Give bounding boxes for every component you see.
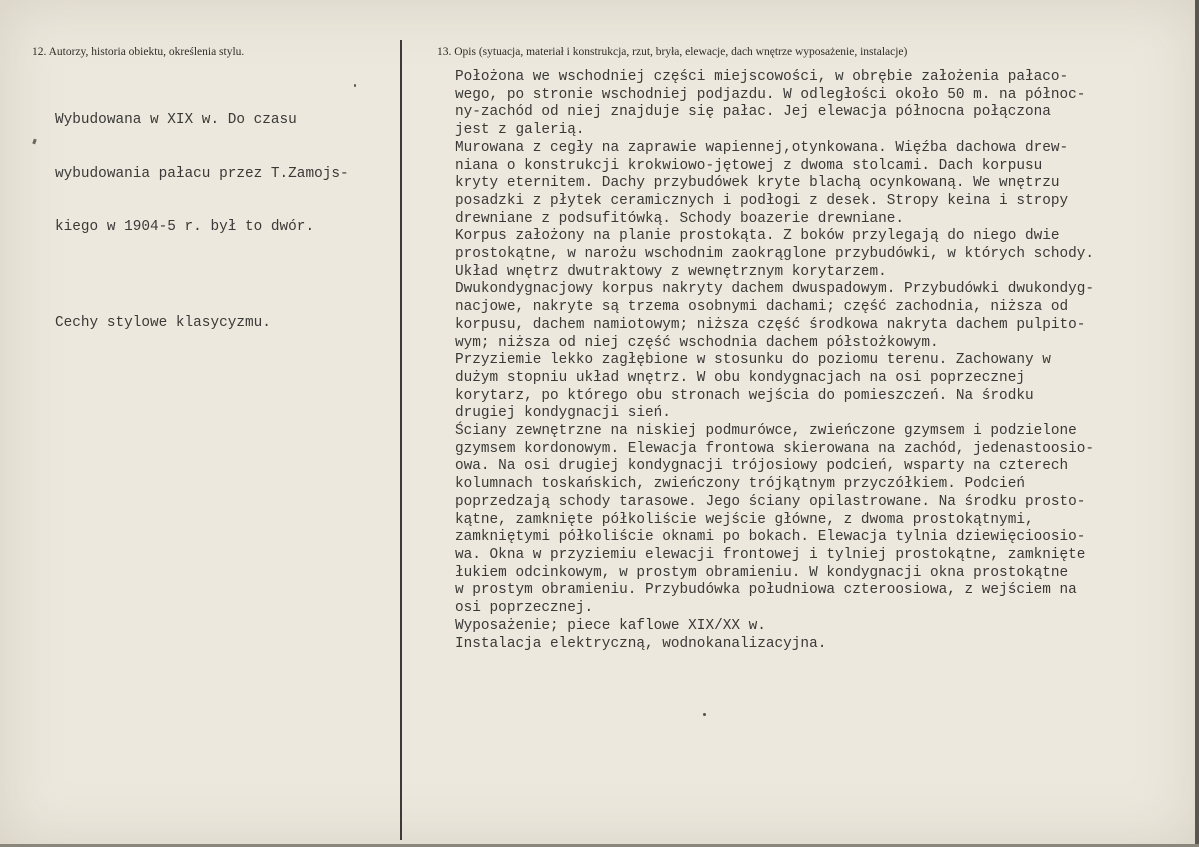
text-line: kolumnach toskańskich, zwieńczony trójkątnym przyczółkiem. Podcień — [455, 476, 1025, 493]
section-13-body — [455, 69, 1094, 653]
text-line: korpusu, dachem namiotowym; niższa część środkowa nakryta dachem pulpito- — [455, 316, 1086, 333]
text-line: gzymsem kordonowym. Elewacja frontowa skierowana na zachód, jedenastoosio- — [455, 440, 1095, 457]
text-line: Murowana z cegły na zaprawie wapiennej,otynkowana. Więźba dachowa drew- — [455, 139, 1069, 156]
text-line: Układ wnętrz dwutraktowy z wewnętrznym korytarzem. — [455, 263, 887, 280]
text-line: poprzedzają schody tarasowe. Jego ściany opilastrowane. Na środku prosto- — [455, 493, 1086, 510]
text-line: kryty eternitem. Dachy przybudówek kryte blachą ocynkowaną. We wnętrzu — [455, 175, 1060, 192]
text-line: Dwukondygnacjowy korpus nakryty dachem dwuspadowym. Przybudówki dwukondyg- — [455, 281, 1095, 298]
margin-mark — [32, 139, 37, 145]
ink-speck — [354, 84, 356, 87]
text-line: prostokątne, w narożu wschodnim zaokrąglone przybudówki, w których schody. — [455, 246, 1095, 263]
text-line: wym; niższa od niej część wschodnia dachem półstożkowym. — [455, 334, 939, 351]
text-line: owa. Na osi drugiej kondygnacji trójosiowy podcień, wsparty na czterech — [455, 458, 1069, 475]
text-line: nacjowe, nakryte są trzema osobnymi dachami; część zachodnia, niższa od — [455, 299, 1069, 316]
text-line: wybudowania pałacu przez T.Zamojs- — [55, 165, 349, 182]
text-line: Korpus założony na planie prostokąta. Z boków przylegają do niego dwie — [455, 228, 1060, 245]
text-line: Wybudowana w XIX w. Do czasu — [55, 112, 297, 129]
text-line: Przyziemie lekko zagłębione w stosunku do poziomu terenu. Zachowany w — [455, 352, 1051, 369]
section-12-heading: 12. Autorzy, historia obiektu, określenia stylu. — [32, 46, 245, 58]
text-line: kątne, zamknięte półkoliście wejście główne, z dwoma prostokątnymi, — [455, 511, 1034, 528]
text-line: Ściany zewnętrzne na niskiej podmurówce, zwieńczone gzymsem i podzielone — [455, 423, 1077, 440]
text-line: osi poprzecznej. — [455, 600, 594, 617]
section-12-body — [55, 77, 349, 368]
text-line: w prostym obramieniu. Przybudówka południowa czteroosiowa, z wejściem na — [455, 582, 1077, 599]
text-line: drugiej kondygnacji sień. — [455, 405, 671, 422]
column-divider — [400, 40, 402, 840]
text-line: Wyposażenie; piece kaflowe XIX/XX w. — [455, 617, 766, 634]
text-line: łukiem odcinkowym, w prostym obramieniu. W kondygnacji okna prostokątne — [455, 564, 1069, 581]
text-line: jest z galerią. — [455, 122, 585, 139]
text-line: kiego w 1904-5 r. był to dwór. — [55, 218, 315, 235]
text-line: zamkniętymi półkoliście oknami po bokach. Elewacja tylnia dziewięcioosio- — [455, 529, 1086, 546]
text-line: wa. Okna w przyziemiu elewacji frontowej i tylniej prostokątne, zamknięte — [455, 546, 1086, 563]
sheet-edge — [1195, 0, 1199, 847]
text-line: drewniane z podsufitówką. Schody boazerie drewniane. — [455, 210, 905, 227]
section-13-heading: 13. Opis (sytuacja, materiał i konstrukcja, rzut, bryła, elewacje, dach wnętrze wyposażenie, instalacje) — [437, 46, 908, 58]
text-line: wego, po stronie wschodniej podjazdu. W odległości około 50 m. na północ- — [455, 86, 1086, 103]
text-line: niana o konstrukcji krokwiowo-jętowej z dwoma stolcami. Dach korpusu — [455, 157, 1043, 174]
ink-speck — [703, 713, 706, 716]
text-line: ny-zachód od niej znajduje się pałac. Jej elewacja północna połączona — [455, 104, 1051, 121]
text-line: korytarz, po którego obu stronach wejścia do pomieszczeń. Na środku — [455, 387, 1034, 404]
text-line: posadzki z płytek ceramicznych i podłogi z desek. Stropy keina i stropy — [455, 192, 1069, 209]
text-line: dużym stopniu układ wnętrz. W obu kondygnacjach na osi poprzecznej — [455, 369, 1025, 386]
text-line: Cechy stylowe klasycyzmu. — [55, 315, 271, 332]
text-line: Instalacja elektryczną, wodnokanalizacyjna. — [455, 635, 827, 652]
text-line: Położona we wschodniej części miejscowości, w obrębie założenia pałaco- — [455, 69, 1069, 85]
